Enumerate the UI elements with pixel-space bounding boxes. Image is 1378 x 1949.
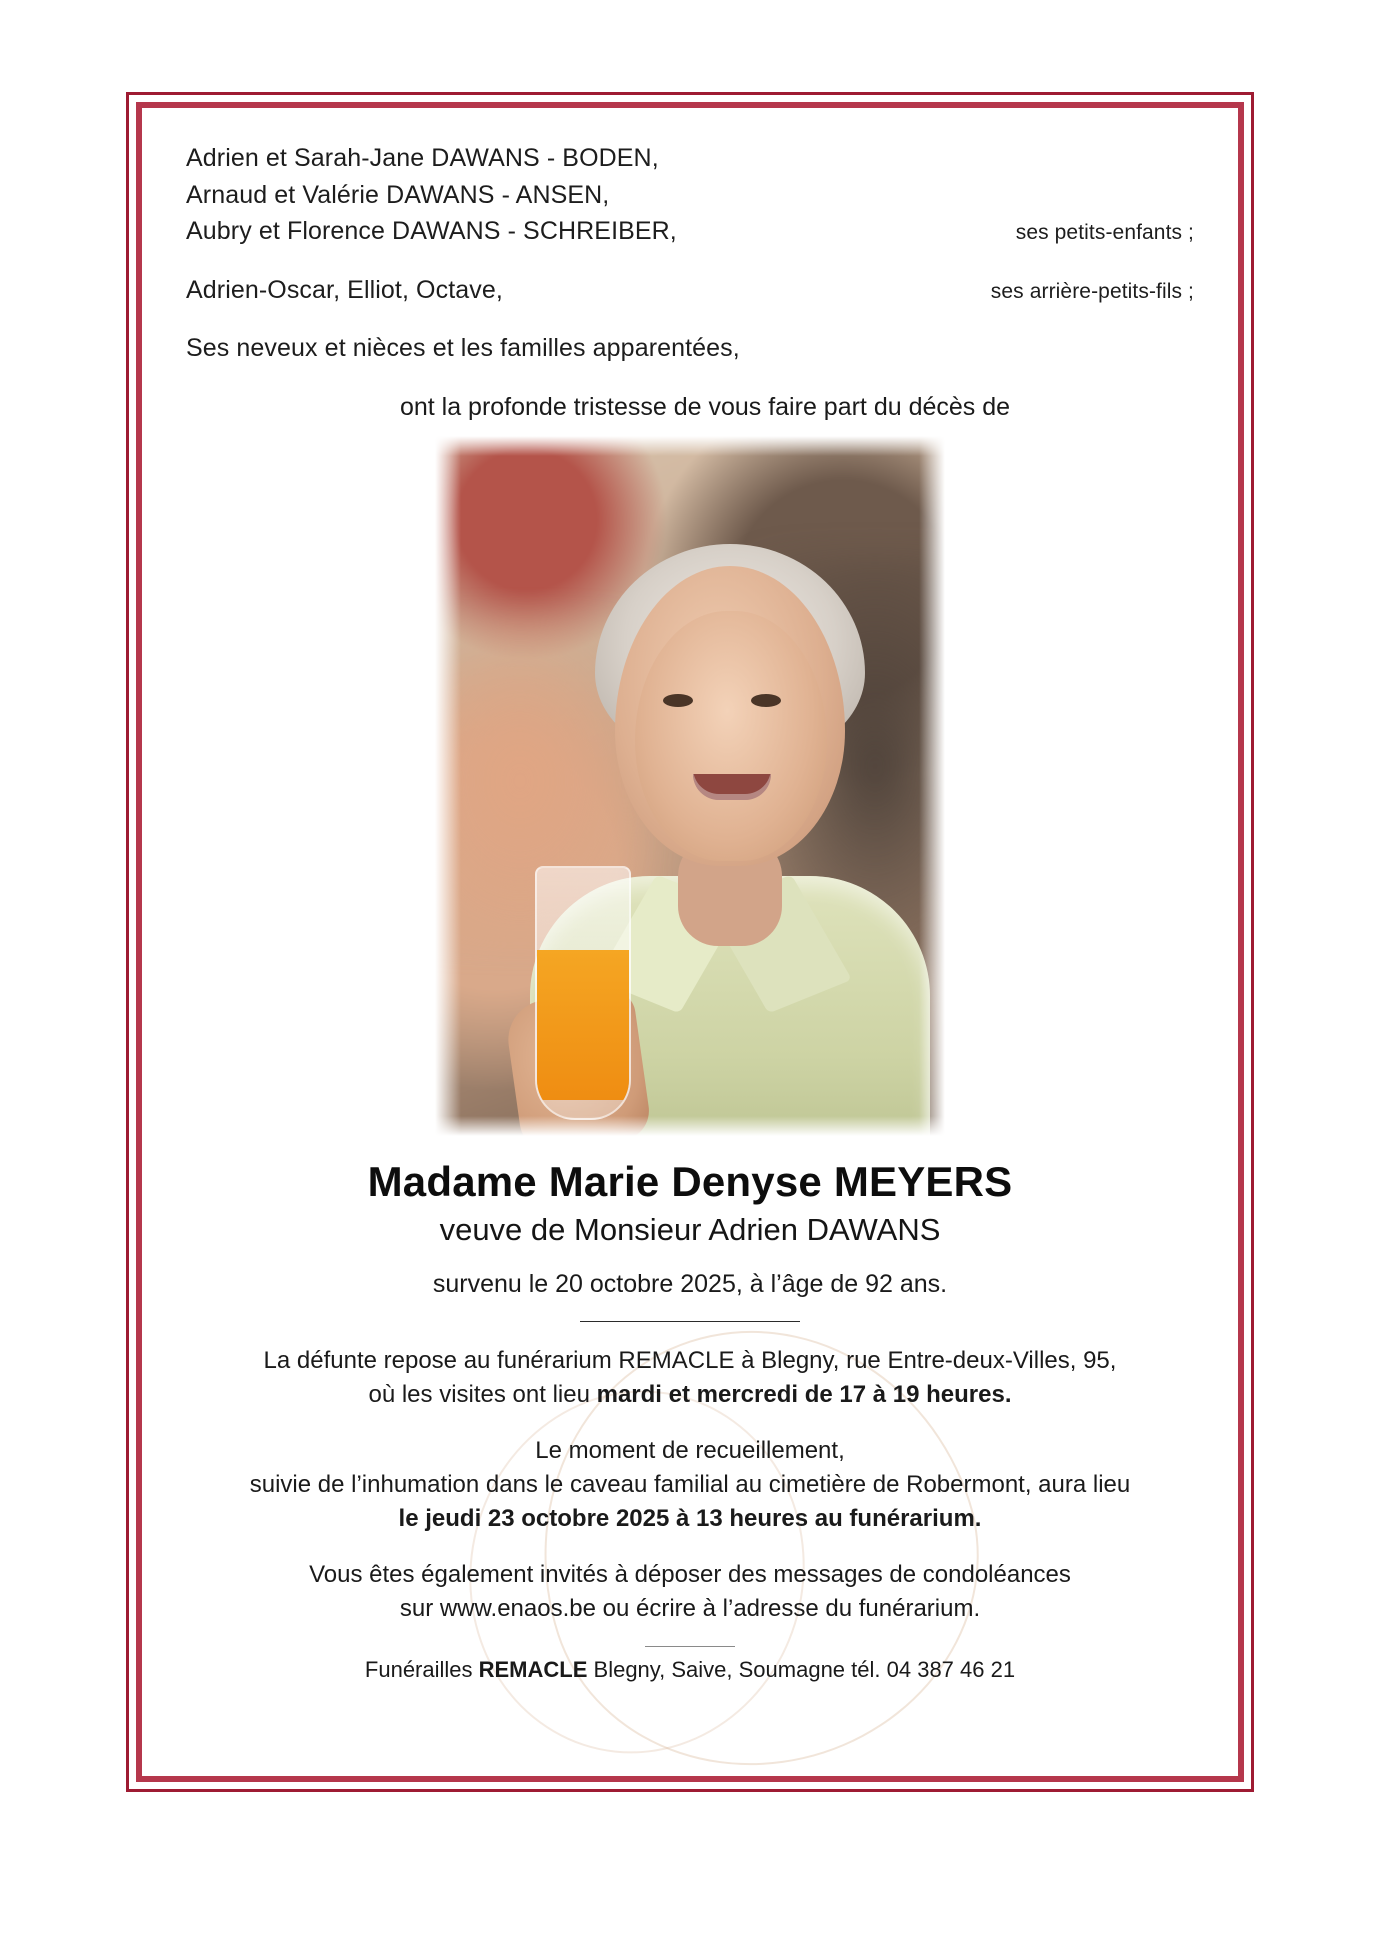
condolences-line-2: sur www.enaos.be ou écrire à l’adresse du funérarium. [399, 1594, 981, 1622]
announcement-intro: ont la profonde tristesse de vous faire part du décès de [399, 392, 1011, 421]
deceased-name: Madame Marie Denyse MEYERS [367, 1157, 1013, 1205]
spacer [186, 250, 1194, 272]
family-row [186, 177, 1194, 214]
family-row [186, 272, 1194, 309]
family-names: Adrien et Sarah-Jane DAWANS - BODEN, [186, 144, 659, 172]
footer-suffix: Blegny, Saive, Soumagne tél. 04 387 46 21 [587, 1657, 1016, 1683]
ceremony-line-3-bold: le jeudi 23 octobre 2025 à 13 heures au funérarium. [398, 1504, 982, 1532]
repose-paragraph [186, 1344, 1194, 1412]
photo-feathered-edge [435, 436, 945, 1136]
repose-line-2-bold: mardi et mercredi de 17 à 19 heures. [596, 1380, 1012, 1408]
portrait-photo-wrap [186, 436, 1194, 1136]
divider-rule [580, 1321, 800, 1322]
card-content [152, 118, 1228, 1766]
repose-line-2 [186, 1378, 1194, 1412]
repose-line-2-prefix: où les visites ont lieu [368, 1380, 597, 1408]
funeral-home-footer [186, 1657, 1194, 1683]
ceremony-line-2: suivie de l’inhumation dans le caveau familial au cimetière de Robermont, aura lieu [249, 1470, 1131, 1498]
family-names: Adrien-Oscar, Elliot, Octave, [186, 275, 503, 304]
condolences-line-1: Vous êtes également invités à déposer des messages de condoléances [309, 1560, 1071, 1588]
divider-rule-small [645, 1646, 735, 1647]
family-names: Aubry et Florence DAWANS - SCHREIBER, [186, 217, 677, 245]
repose-line-1: La défunte repose au funérarium REMACLE à Blegny, rue Entre-deux-Villes, 95, [263, 1346, 1117, 1374]
ceremony-line-3 [186, 1502, 1194, 1536]
family-relation: ses arrière-petits-fils ; [990, 279, 1194, 303]
family-block [186, 140, 1194, 367]
portrait-photo [435, 436, 945, 1136]
family-row [186, 330, 1194, 367]
ceremony-line-1: Le moment de recueillement, [535, 1436, 845, 1464]
ceremony-paragraph [186, 1434, 1194, 1536]
spacer [186, 308, 1194, 330]
footer-prefix: Funérailles [364, 1657, 479, 1683]
family-row [186, 213, 1194, 250]
family-row [186, 140, 1194, 177]
spouse-line: veuve de Monsieur Adrien DAWANS [439, 1211, 941, 1247]
family-relation: ses petits-enfants ; [1015, 221, 1194, 244]
family-names: Arnaud et Valérie DAWANS - ANSEN, [186, 180, 610, 209]
family-names: Ses neveux et nièces et les familles apparentées, [186, 334, 740, 362]
death-date-line: survenu le 20 octobre 2025, à l’âge de 92 ans. [432, 1269, 948, 1298]
condolences-paragraph [186, 1558, 1194, 1626]
footer-brand: REMACLE [478, 1657, 588, 1683]
